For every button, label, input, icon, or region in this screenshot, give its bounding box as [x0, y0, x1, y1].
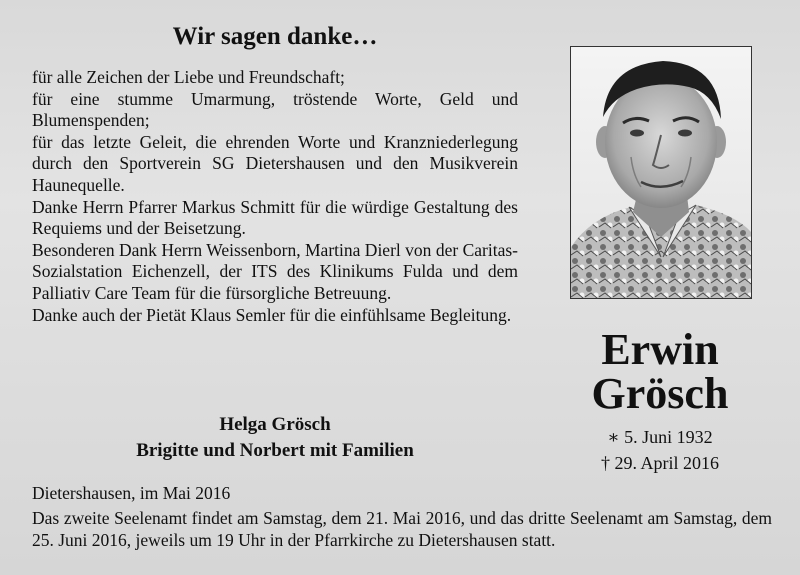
signer-line: Brigitte und Norbert mit Familien — [136, 440, 414, 461]
signers-block — [30, 412, 520, 464]
memorial-mass-note: Das zweite Seelenamt findet am Samstag, dem 21. Mai 2016, und das dritte Seelenamt am Samstag, dem 25. Juni 2016, jeweils um 19 Uhr in der Pfarrkirche zu Dietershausen statt. — [32, 508, 772, 550]
portrait-photo — [570, 46, 752, 299]
thanks-paragraph: Besonderen Dank Herrn Weissenborn, Martina Dierl von der Caritas-Sozialstation Eichenzell, der ITS des Klinikums Fulda und dem Palliativ Care Team für die fürsorgliche Betreuung. — [32, 239, 518, 303]
place-date: Dietershausen, im Mai 2016 — [32, 483, 231, 503]
life-dates — [560, 424, 760, 476]
first-name: Erwin — [601, 325, 719, 374]
thanks-paragraph: für eine stumme Umarmung, tröstende Worte, Geld und Blumenspenden; — [32, 88, 518, 131]
death-date: † 29. April 2016 — [600, 453, 719, 473]
thanks-paragraph: für alle Zeichen der Liebe und Freundschaft; — [32, 67, 345, 87]
birth-date: ∗ 5. Juni 1932 — [607, 427, 713, 447]
last-name: Grösch — [591, 369, 729, 418]
thanks-paragraph: für das letzte Geleit, die ehrenden Worte und Kranzniederlegung durch den Sportverein SG Dietershausen und den Musikverein Haunequelle. — [32, 131, 518, 195]
signer-line: Helga Grösch — [219, 414, 331, 435]
deceased-name — [560, 325, 760, 418]
thanks-paragraph: Danke Herrn Pfarrer Markus Schmitt für die würdige Gestaltung des Requiems und der Beisetzung. — [32, 196, 518, 239]
portrait-illustration — [571, 47, 751, 298]
thanks-body — [32, 67, 518, 326]
thanks-heading: Wir sagen danke… — [172, 23, 378, 50]
thanks-paragraph: Danke auch der Pietät Klaus Semler für die einfühlsame Begleitung. — [32, 304, 512, 325]
